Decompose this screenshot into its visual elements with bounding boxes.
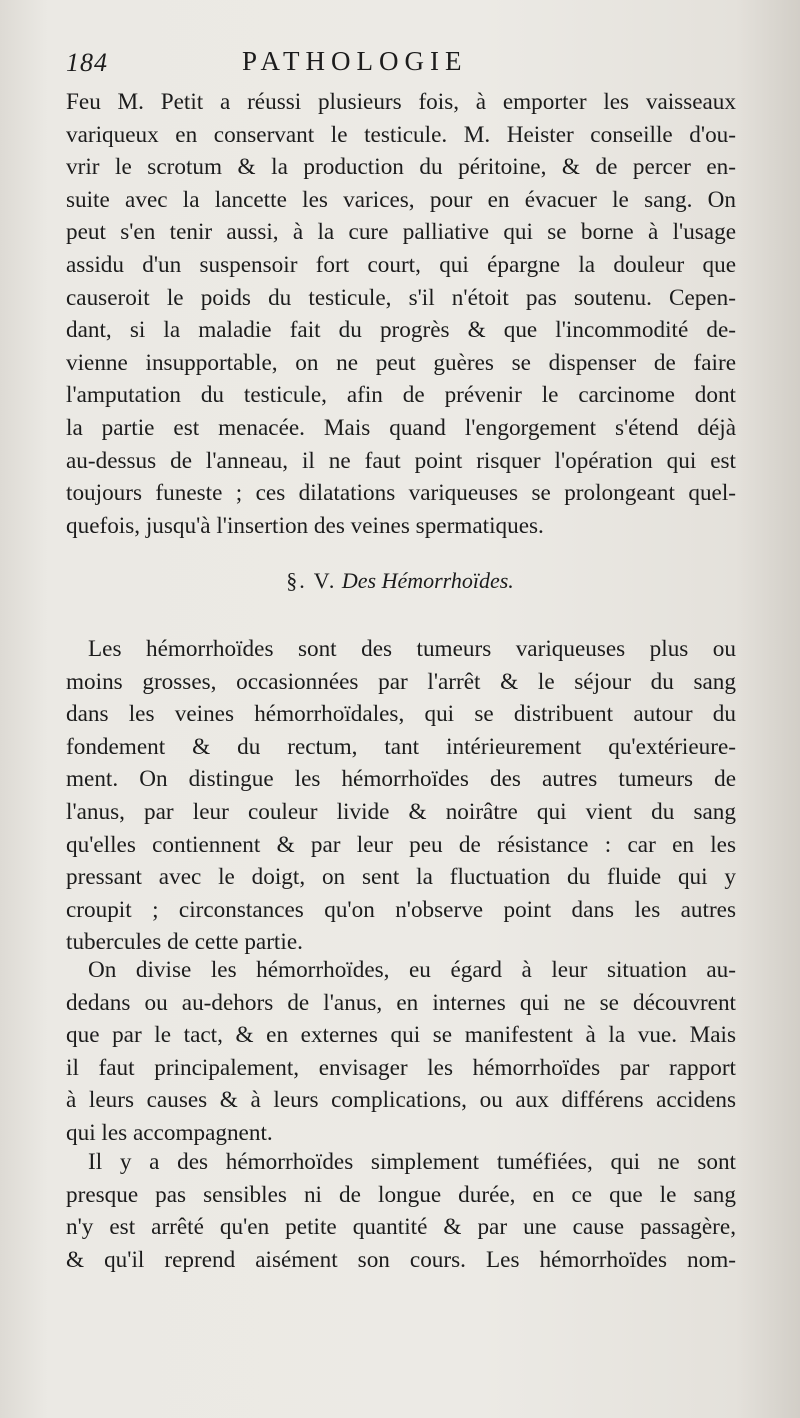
text-line: variqueux en conservant le testicule. M. Heister conseille d'ou- xyxy=(66,121,736,148)
text-line: peut s'en tenir aussi, à la cure palliative qui se borne à l'usage xyxy=(66,219,736,246)
text-line: vienne insupportable, on ne peut guères se dispenser de faire xyxy=(66,349,736,376)
text-line: l'anus, par leur couleur livide & noirâtre qui vient du sang xyxy=(66,798,736,825)
section-heading xyxy=(0,568,800,594)
text-line: tubercules de cette partie. xyxy=(66,929,303,956)
text-line: ment. On distingue les hémorrhoïdes des autres tumeurs de xyxy=(66,766,736,793)
text-line: dans les veines hémorrhoïdales, qui se distribuent autour du xyxy=(66,701,736,728)
text-line: assidu d'un suspensoir fort court, qui épargne la douleur que xyxy=(66,251,736,278)
text-line: n'y est arrêté qu'en petite quantité & par une cause passagère, xyxy=(66,1214,736,1241)
text-line: presque pas sensibles ni de longue durée, en ce que le sang xyxy=(66,1181,736,1208)
text-line: Les hémorrhoïdes sont des tumeurs variqueuses plus ou xyxy=(88,636,736,662)
text-line: fondement & du rectum, tant intérieurement qu'extérieure- xyxy=(66,733,736,760)
section-number: §. V. xyxy=(286,568,337,593)
text-line: qu'elles contiennent & par leur peu de résistance : car en les xyxy=(66,831,736,858)
text-line: quefois, jusqu'à l'insertion des veines spermatiques. xyxy=(66,512,544,539)
text-line: suite avec la lancette les varices, pour en évacuer le sang. On xyxy=(66,186,736,213)
paragraph-hemorrhoids-definition xyxy=(66,633,736,959)
text-line: au-dessus de l'anneau, il ne faut point risquer l'opération qui est xyxy=(66,447,736,474)
text-line: toujours funeste ; ces dilatations variqueuses se prolongeant quel- xyxy=(66,480,736,507)
text-line: pressant avec le doigt, on sent la fluctuation du fluide qui y xyxy=(66,864,736,891)
text-line: il faut principalement, envisager les hémorrhoïdes par rapport xyxy=(66,1054,736,1081)
text-line: Il y a des hémorrhoïdes simplement tuméfiées, qui ne sont xyxy=(88,1149,736,1175)
page-header xyxy=(66,44,736,84)
text-line: dedans ou au-dehors de l'anus, en internes qui ne se découvrent xyxy=(66,989,736,1016)
section-title: Des Hémorrhoïdes. xyxy=(341,568,514,593)
text-line: que par le tact, & en externes qui se manifestent à la vue. Mais xyxy=(66,1022,736,1049)
text-line: la partie est menacée. Mais quand l'engorgement s'étend déjà xyxy=(66,414,736,441)
text-line: l'amputation du testicule, afin de prévenir le carcinome dont xyxy=(66,382,736,409)
text-line: & qu'il reprend aisément son cours. Les hémorrhoïdes nom- xyxy=(66,1246,736,1273)
text-line: dant, si la maladie fait du progrès & que l'incommodité de- xyxy=(66,317,736,344)
page-number: 184 xyxy=(66,48,108,77)
text-line: à leurs causes & à leurs complications, ou aux différens accidens xyxy=(66,1087,736,1114)
text-line: vrir le scrotum & la production du péritoine, & de percer en- xyxy=(66,154,736,181)
text-line: moins grosses, occasionnées par l'arrêt & le séjour du sang xyxy=(66,668,736,695)
running-head: PATHOLOGIE xyxy=(242,46,468,76)
text-line: croupit ; circonstances qu'on n'observe point dans les autres xyxy=(66,896,736,923)
text-line: qui les accompagnent. xyxy=(66,1119,273,1146)
paragraph-hemorrhoids-division xyxy=(66,954,736,1150)
text-line: causeroit le poids du testicule, s'il n'étoit pas soutenu. Cepen- xyxy=(66,284,736,311)
text-line: Feu M. Petit a réussi plusieurs fois, à emporter les vaisseaux xyxy=(66,89,736,115)
text-line: On divise les hémorrhoïdes, eu égard à leur situation au- xyxy=(88,957,736,983)
paragraph-varices xyxy=(66,86,736,542)
paragraph-hemorrhoids-types xyxy=(66,1146,736,1276)
